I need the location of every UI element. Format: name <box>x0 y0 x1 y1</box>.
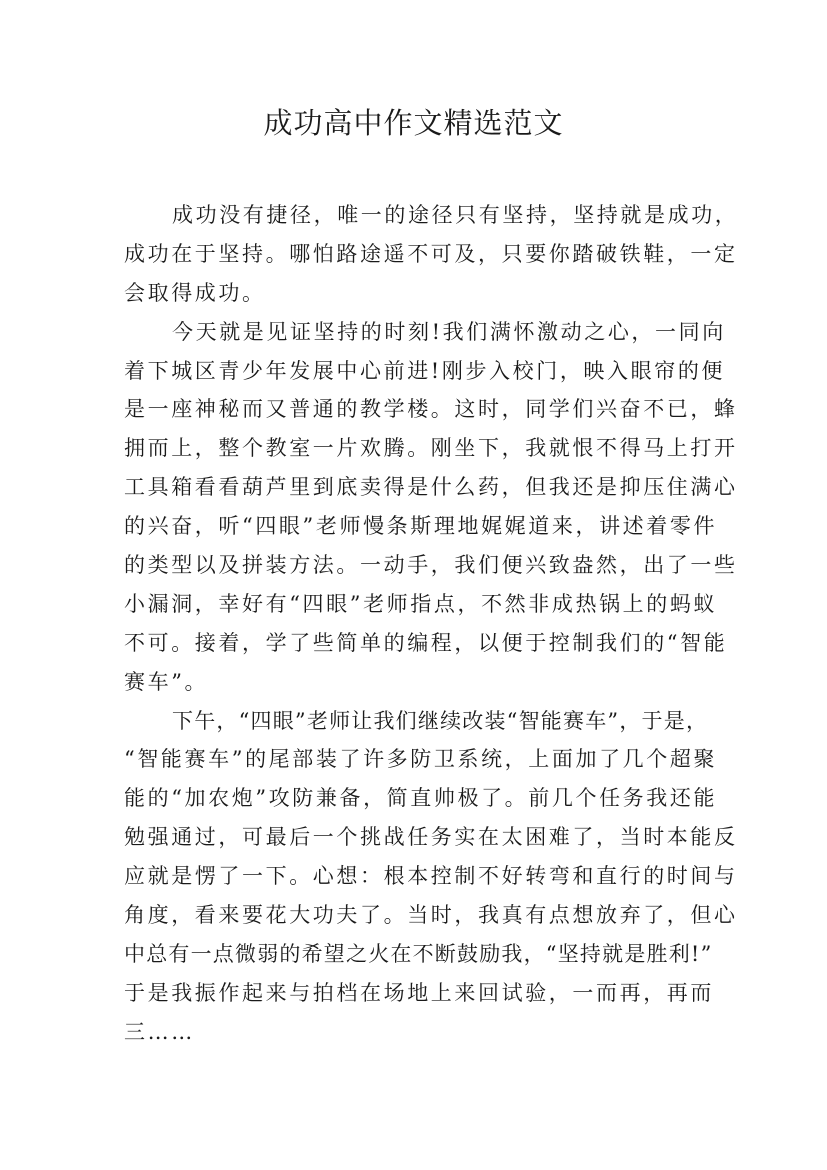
body-line: 于是我振作起来与拍档在场地上来回试验，一而再，再而 <box>124 980 714 1005</box>
body-line: 小漏洞，幸好有“四眼”老师指点，不然非成热锅上的蚂蚁 <box>124 591 718 616</box>
body-line: 三…… <box>124 1019 195 1044</box>
body-line: 的类型以及拼装方法。一动手，我们便兴致盎然，出了一些 <box>124 553 738 578</box>
body-line: 下午，“四眼”老师让我们继续改装“智能赛车”，于是， <box>172 708 709 733</box>
body-line: 赛车”。 <box>124 669 209 694</box>
body-line: 不可。接着，学了些简单的编程，以便于控制我们的“智能 <box>124 630 728 655</box>
body-line: 应就是愣了一下。心想：根本控制不好转弯和直行的时间与 <box>124 864 738 889</box>
document-title: 成功高中作文精选范文 <box>263 106 564 140</box>
body-line: 成功没有捷径，唯一的途径只有坚持，坚持就是成功， <box>172 203 739 227</box>
body-line: 拥而上，整个教室一片欢腾。刚坐下，我就恨不得马上打开 <box>124 436 738 461</box>
body-line: 成功在于坚持。哪怕路途遥不可及，只要你踏破铁鞋，一定 <box>124 241 738 266</box>
body-line: 今天就是见证坚持的时刻!我们满怀激动之心，一同向 <box>172 319 726 344</box>
body-line: 是一座神秘而又普通的教学楼。这时，同学们兴奋不已，蜂 <box>124 397 738 422</box>
body-line: 着下城区青少年发展中心前进!刚步入校门，映入眼帘的便 <box>124 358 726 383</box>
body-line: 的兴奋，听“四眼”老师慢条斯理地娓娓道来，讲述着零件 <box>124 514 718 539</box>
document-body <box>124 196 739 1052</box>
body-line: 角度，看来要花大功夫了。当时，我真有点想放弃了，但心 <box>124 903 738 928</box>
body-line: 会取得成功。 <box>124 280 266 305</box>
body-line: “智能赛车”的尾部装了许多防卫系统，上面加了几个超聚 <box>124 747 718 772</box>
body-line: 能的“加农炮”攻防兼备，简直帅极了。前几个任务我还能 <box>124 786 718 811</box>
body-line: 工具箱看看葫芦里到底卖得是什么药，但我还是抑压住满心 <box>124 475 738 500</box>
body-line: 中总有一点微弱的希望之火在不断鼓励我，“坚持就是胜利!” <box>124 941 713 966</box>
body-line: 勉强通过，可最后一个挑战任务实在太困难了，当时本能反 <box>124 825 738 850</box>
